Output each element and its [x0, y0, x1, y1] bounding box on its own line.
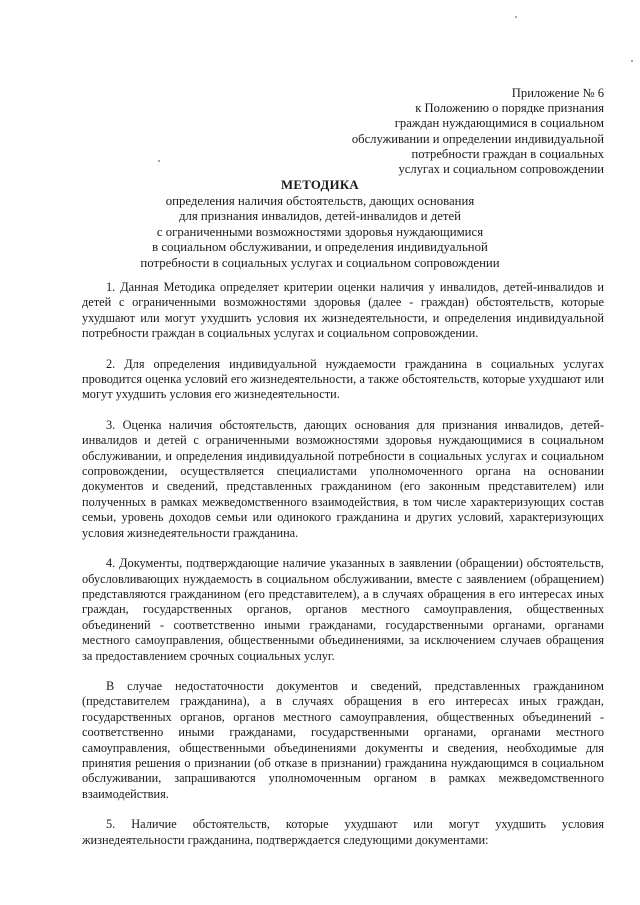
title-heading: МЕТОДИКА	[281, 178, 359, 192]
document-title	[0, 178, 640, 272]
title-line: для признания инвалидов, детей-инвалидов и детей	[178, 209, 462, 224]
document-body	[82, 280, 604, 863]
appendix-line: к Положению о порядке признания	[415, 101, 604, 116]
title-line: в социальном обслуживании, и определения индивидуальной	[152, 240, 488, 255]
paragraph-3: 3. Оценка наличия обстоятельств, дающих основания для признания инвалидов, детей-инвалидов и детей с ограниченными возможностями здоровья нуждающимися в социальном обслуживании, и определения индивидуальной потребности в социальных услугах и социальном сопровождении, осуществляется специалистами уполномоченного органа на основании документов и сведений, представленных гражданином (его законным представителем) или полученных в рамках межведомственного взаимодействия, в том числе характеризующих состав семьи, уровень доходов семьи или одинокого гражданина и других условий, характеризующих условия жизнедеятельности гражданина.	[82, 417, 604, 540]
title-line: с ограниченными возможностями здоровья нуждающимися	[156, 224, 484, 239]
appendix-line: Приложение № 6	[511, 86, 604, 100]
title-line: потребности в социальных услугах и социальном сопровождении	[140, 255, 500, 270]
paragraph-4: 4. Документы, подтверждающие наличие указанных в заявлении (обращении) обстоятельств, обусловливающих нуждаемость в социальном обслуживании, вместе с заявлением (обращением) представляются гражданином (его представителем), а в случаях обращения в его интересах иных граждан, государственных органов, органов местного самоуправления, общественных объединений - соответственно иными гражданами, государственными органами, органами местного самоуправления, общественными объединениями, за исключением случаев обращения за предоставлением срочных социальных услуг.	[82, 556, 604, 663]
appendix-header	[304, 86, 604, 177]
appendix-line: потребности граждан в социальных	[411, 146, 604, 161]
paragraph-2: 2. Для определения индивидуальной нуждаемости гражданина в социальных услугах проводится оценка условий его жизнедеятельности, а также обстоятельств, которые ухудшают или могут ухудшить условия его жизнедеятельности.	[82, 356, 604, 402]
paragraph-1: 1. Данная Методика определяет критерии оценки наличия у инвалидов, детей-инвалидов и детей с ограниченными возможностями здоровья (далее - граждан) обстоятельств, которые ухудшают или могут ухудшить условия их жизнедеятельности, и определения индивидуальной потребности граждан в социальных услугах и социальном сопровождении.	[82, 280, 604, 341]
appendix-line: граждан нуждающимися в социальном	[394, 116, 604, 131]
paragraph-5: 5. Наличие обстоятельств, которые ухудшают или могут ухудшить условия жизнедеятельности гражданина, подтверждается следующими документами:	[82, 817, 604, 847]
appendix-line: обслуживании и определении индивидуальной	[351, 131, 604, 146]
scan-speck	[631, 60, 633, 62]
scan-speck	[515, 16, 517, 18]
title-line: определения наличия обстоятельств, дающих основания	[165, 193, 475, 208]
appendix-line: услугах и социальном сопровождении	[398, 162, 604, 177]
scan-speck	[158, 160, 160, 162]
paragraph-4-continuation: В случае недостаточности документов и сведений, представленных гражданином (представителем гражданина), а в случаях обращения в его интересах иных граждан, государственных органов, органов местного самоуправления, общественных объединений - соответственно иными гражданами, государственными органами, органами местного самоуправления, общественными объединениями документы и сведения, необходимые для принятия решения о признании (об отказе в признании) гражданина нуждающимся в социальном обслуживании, запрашиваются уполномоченным органом в рамках межведомственного взаимодействия.	[82, 678, 604, 801]
